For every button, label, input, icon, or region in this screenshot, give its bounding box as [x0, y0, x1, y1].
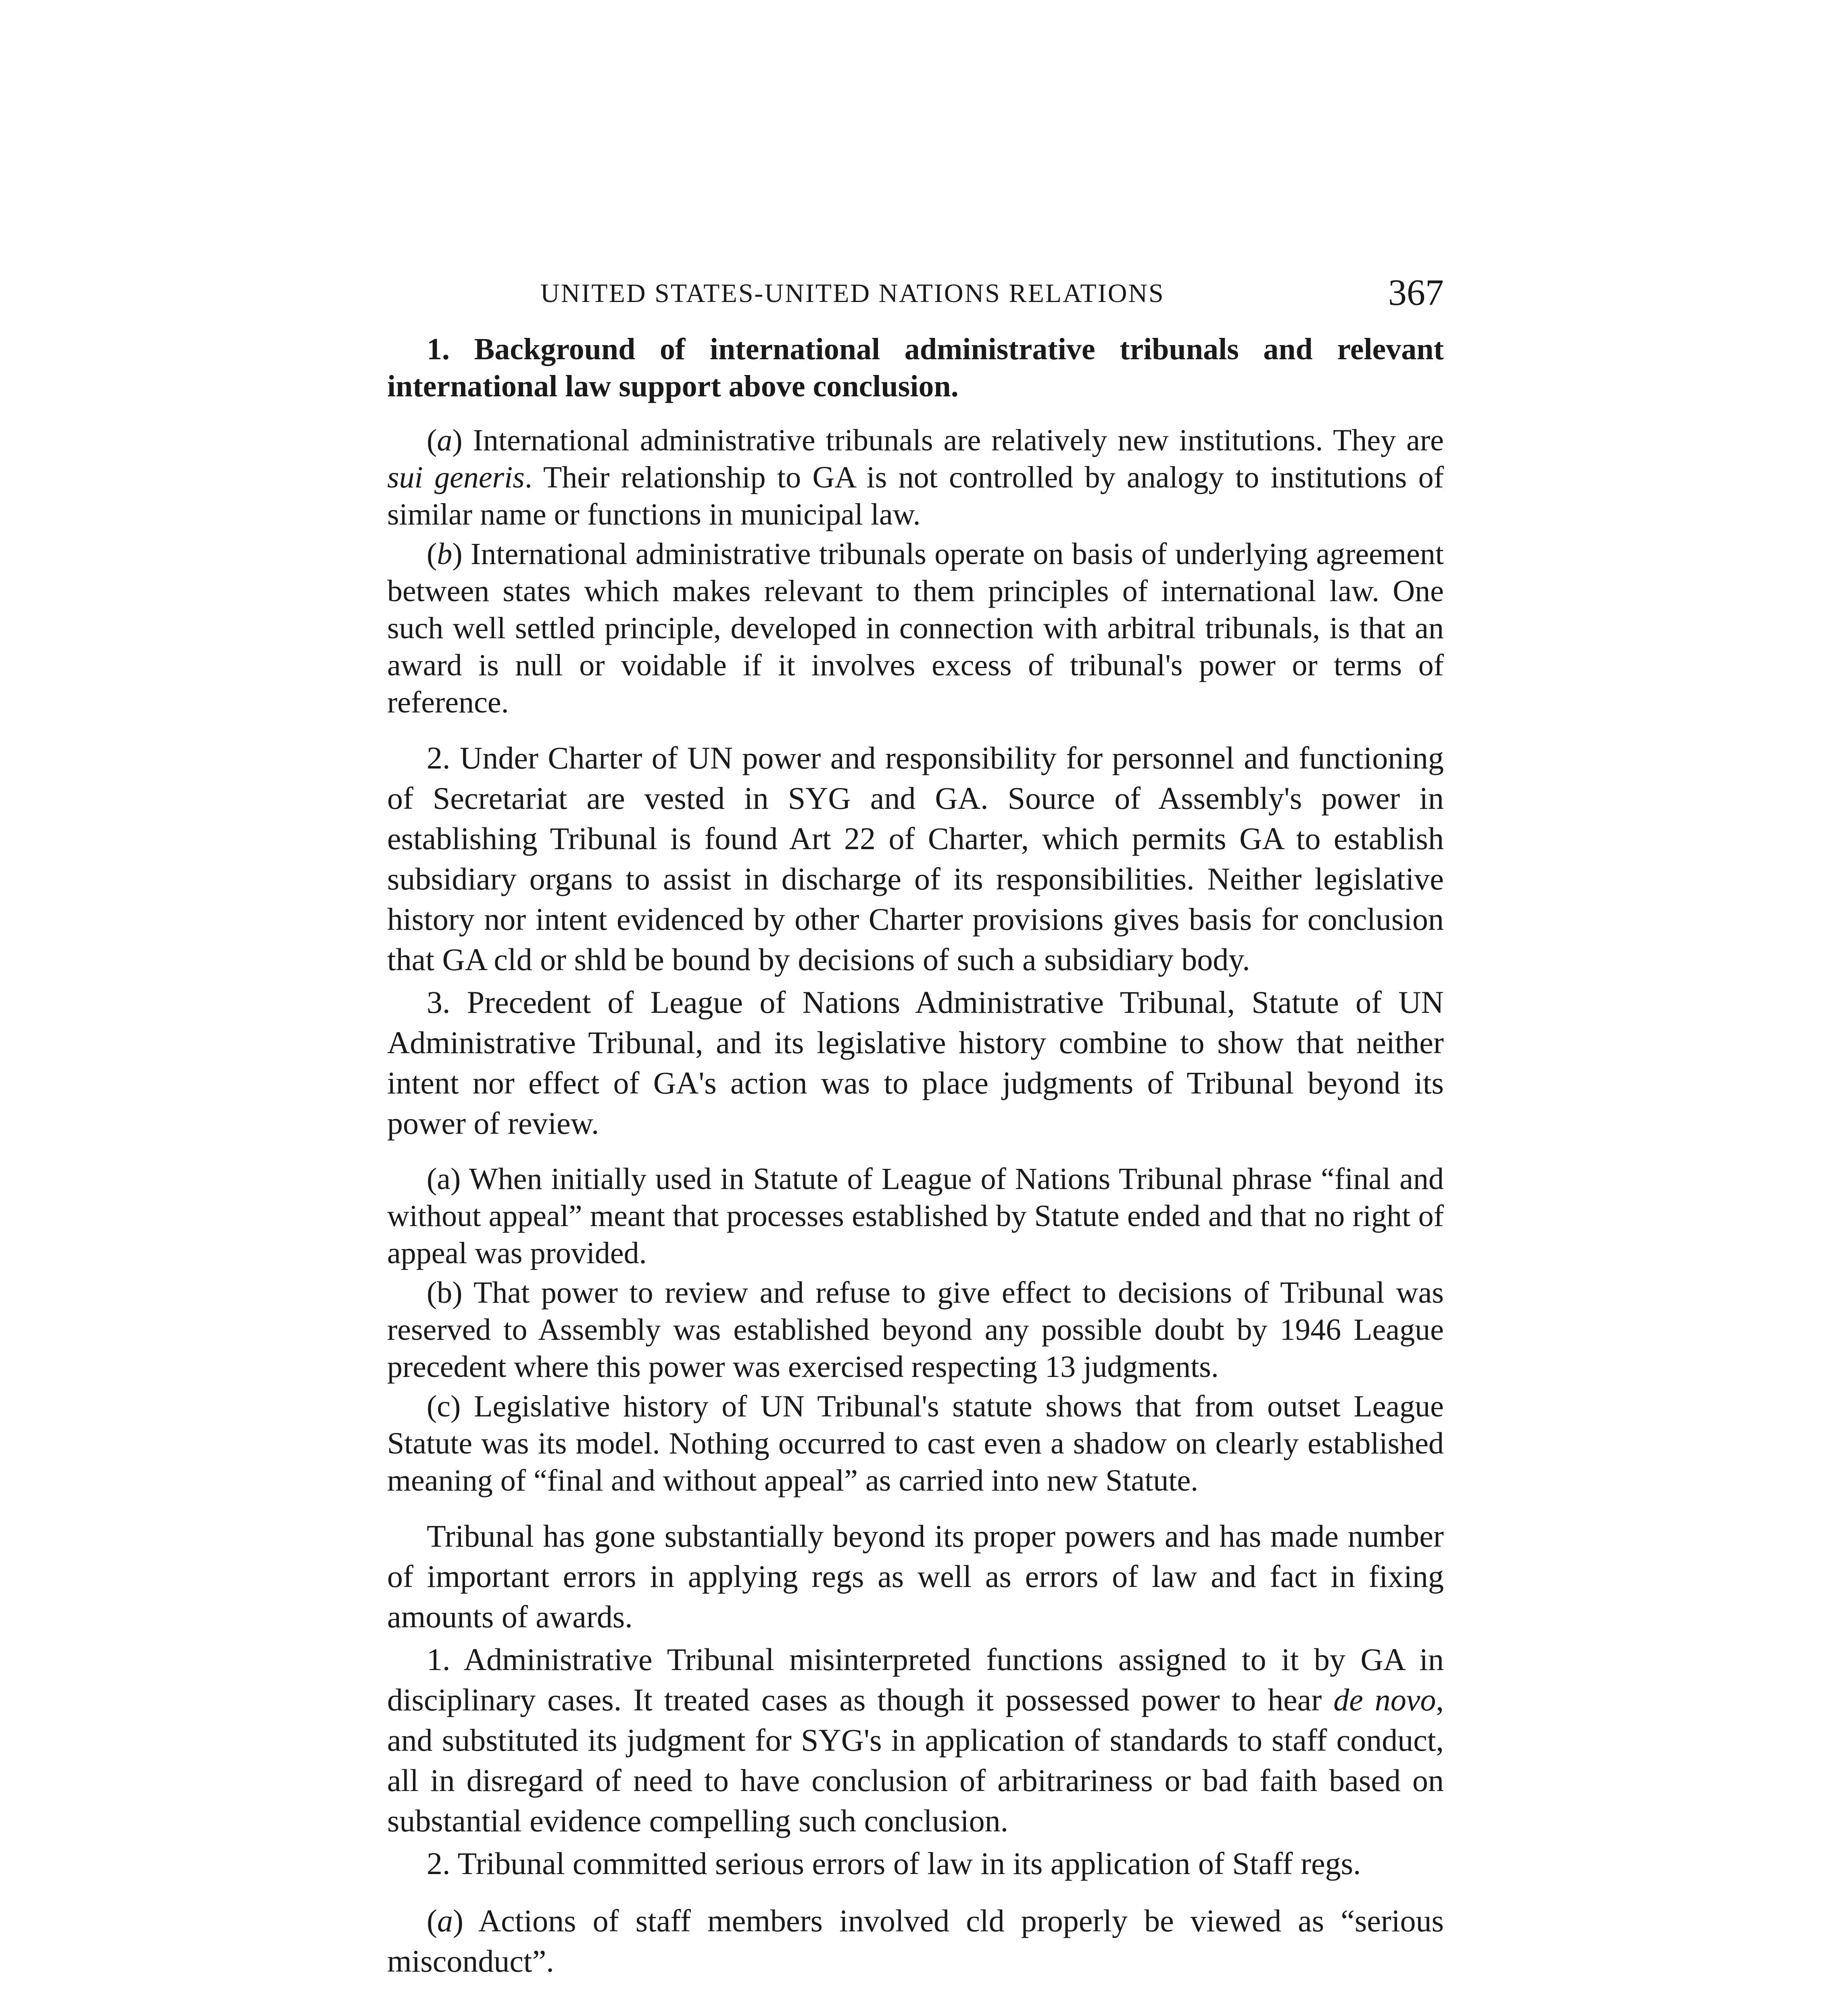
body-text [387, 331, 1444, 1981]
latin-phrase: de novo [1333, 1682, 1436, 1717]
paragraph-text: International administrative tribunals are relatively new institutions. They are [473, 423, 1444, 457]
subparagraph-label: (c) [427, 1389, 461, 1423]
paragraph-3a [387, 1160, 1444, 1272]
paragraph-errors-2 [387, 1843, 1444, 1884]
paragraph-number: 1. [427, 332, 450, 366]
paragraph-1 [387, 331, 1444, 405]
paragraph-number: 2. [427, 1846, 450, 1881]
paragraph-1b: (b) International administrative tribunals operate on basis of underlying agreement between states which makes relevant to them principles of international law. One such well settled principle, developed in connection with arbitral tribunals, is that an award is null or voidable if it involves excess of tribunal's power or terms of reference. [387, 537, 1444, 719]
paragraph-text: Legislative history of UN Tribunal's statute shows that from outset League Statute was its model. Nothing occurred to cast even a shadow on clearly established meaning of “final and without appeal” as carried into new Statute. [387, 1389, 1444, 1497]
subparagraph-label: a [437, 423, 452, 457]
paragraph-text: Precedent of League of Nations Administrative Tribunal, Statute of UN Administrative Tribunal, and its legislative history combine to show that neither intent nor effect of GA's action was to place judgments of Tribunal beyond its power of review. [387, 985, 1444, 1141]
paragraph-tribunal-powers [387, 1516, 1444, 1637]
paragraph-text: Background of international administrative tribunals and relevant international law support above conclusion. [387, 332, 1444, 403]
paragraph-errors-2a: (a) Actions of staff members involved cld properly be viewed as “serious misconduct”. [387, 1903, 1444, 1979]
paragraph-text: International administrative tribunals operate on basis of underlying agreement between states which makes relevant to them principles of international law. One such well settled principle, developed in connection with arbitral tribunals, is that an award is null or voidable if it involves excess of tribunal's power or terms of reference. [387, 537, 1444, 719]
paragraph-errors-1 [387, 1639, 1444, 1841]
document-page [387, 0, 1444, 2016]
paragraph-3b [387, 1274, 1444, 1385]
paragraph-text: When initially used in Statute of League of Nations Tribunal phrase “final and without appeal” meant that processes established by Statute ended and that no right of appeal was provided. [387, 1162, 1444, 1270]
paragraph-text: . Their relationship to GA is not controlled by analogy to institutions of similar name or functions in municipal law. [387, 460, 1444, 531]
paragraph-text: Actions of staff members involved cld properly be viewed as “serious misconduct”. [387, 1903, 1444, 1979]
paragraph-number: 3. [427, 985, 450, 1020]
paragraph-2 [387, 738, 1444, 980]
subparagraph-label: (a) [427, 1162, 461, 1196]
paragraph-text: Under Charter of UN power and responsibility for personnel and functioning of Secretariat are vested in SYG and GA. Source of Assembly's power in establishing Tribunal is found Art 22 of Charter, which permits GA to establish subsidiary organs to assist in discharge of its responsibilities. Neither legislative history nor intent evidenced by other Charter provisions gives basis for conclusion that GA cld or shld be bound by decisions of such a subsidiary body. [387, 740, 1444, 977]
paragraph-text: That power to review and refuse to give effect to decisions of Tribunal was reserved to Assembly was established beyond any possible doubt by 1946 League precedent where this power was exercised respecting 13 judgments. [387, 1276, 1444, 1384]
paragraph-3 [387, 982, 1444, 1143]
subparagraph-label: a [437, 1903, 453, 1938]
paragraph-text: Tribunal committed serious errors of law in its application of Staff regs. [457, 1846, 1361, 1881]
paragraph-1a: (a) International administrative tribunals are relatively new institutions. They are sui generis. Their relationship to GA is not controlled by analogy to institutions of similar name or functions in municipal law. [387, 423, 1444, 531]
page-number: 367 [1388, 272, 1444, 313]
subparagraph-label: (b) [427, 1276, 463, 1310]
running-head: UNITED STATES-UNITED NATIONS RELATIONS [540, 279, 1165, 308]
paragraph-text: Administrative Tribunal misinterpreted functions assigned to it by GA in disciplinary cases. It treated cases as though it possessed power to hear [387, 1642, 1444, 1717]
latin-phrase: sui generis [387, 460, 525, 494]
paragraph-number: 1. [427, 1642, 450, 1677]
paragraph-text: Tribunal has gone substantially beyond its proper powers and has made number of important errors in applying regs as well as errors of law and fact in fixing amounts of awards. [387, 1518, 1444, 1634]
paragraph-3c [387, 1388, 1444, 1499]
page-header [387, 271, 1444, 315]
paragraph-number: 2. [427, 740, 450, 775]
subparagraph-label: b [437, 537, 452, 571]
paragraph-text: , and substituted its judgment for SYG's in application of standards to staff conduct, all in disregard of need to have conclusion of arbitrariness or bad faith based on substantial evidence compelling such conclusion. [387, 1682, 1444, 1838]
